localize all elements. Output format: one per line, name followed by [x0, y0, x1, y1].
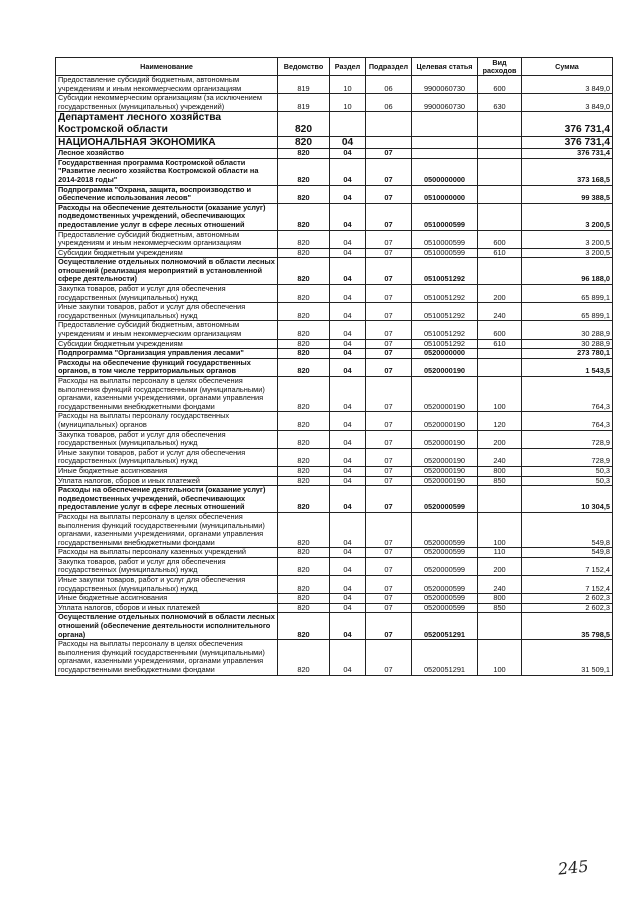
row-expense-type: 100	[478, 640, 522, 675]
row-target-article: 0510051292	[412, 303, 478, 321]
header-name: Наименование	[56, 58, 278, 76]
table-row	[56, 136, 613, 149]
row-sum: 3 200,5	[522, 230, 613, 248]
row-dept: 820	[278, 349, 330, 359]
row-expense-type: 110	[478, 548, 522, 558]
row-expense-type: 800	[478, 594, 522, 604]
row-name: Осуществление отдельных полномочий в области лесных отношений (реализация мероприятий в установленной сфере деятельности)	[56, 258, 278, 285]
row-name: Предоставление субсидий бюджетным, автономным учреждениям и иным некоммерческим организациям	[56, 76, 278, 94]
row-name: Иные закупки товаров, работ и услуг для обеспечения государственных (муниципальных) нужд	[56, 448, 278, 466]
row-expense-type: 120	[478, 412, 522, 430]
row-sum: 376 731,4	[522, 112, 613, 136]
row-dept: 820	[278, 136, 330, 149]
table-row	[56, 557, 613, 575]
row-sum: 10 304,5	[522, 486, 613, 513]
row-dept: 820	[278, 321, 330, 339]
row-sum: 549,8	[522, 548, 613, 558]
row-dept: 819	[278, 94, 330, 112]
row-subsection: 07	[366, 358, 412, 376]
row-section: 04	[330, 230, 366, 248]
row-name: Предоставление субсидий бюджетным, автономным учреждениям и иным некоммерческим организациям	[56, 321, 278, 339]
table-row	[56, 349, 613, 359]
row-expense-type: 600	[478, 321, 522, 339]
row-section: 04	[330, 412, 366, 430]
row-section: 04	[330, 594, 366, 604]
table-row	[56, 594, 613, 604]
row-name: Субсидии бюджетным учреждениям	[56, 248, 278, 258]
row-dept: 820	[278, 576, 330, 594]
table-body	[56, 76, 613, 676]
row-dept: 820	[278, 203, 330, 230]
row-section: 04	[330, 149, 366, 159]
row-subsection: 07	[366, 321, 412, 339]
table-row	[56, 230, 613, 248]
row-expense-type: 200	[478, 430, 522, 448]
budget-table	[55, 57, 613, 676]
row-sum: 3 849,0	[522, 94, 613, 112]
row-section: 04	[330, 339, 366, 349]
row-target-article: 0520000599	[412, 594, 478, 604]
row-name: Расходы на обеспечение деятельности (оказание услуг) подведомственных учреждений, обеспечивающих предоставление услуг в сфере лесных отношений	[56, 203, 278, 230]
row-subsection: 07	[366, 248, 412, 258]
row-dept: 819	[278, 76, 330, 94]
row-target-article: 9900060730	[412, 76, 478, 94]
row-dept: 820	[278, 613, 330, 640]
row-name: Иные закупки товаров, работ и услуг для обеспечения государственных (муниципальных) нужд	[56, 576, 278, 594]
row-sum: 3 849,0	[522, 76, 613, 94]
row-name: Расходы на обеспечение функций государственных органов, в том числе территориальных органов	[56, 358, 278, 376]
row-expense-type	[478, 358, 522, 376]
table-row	[56, 149, 613, 159]
table-row	[56, 258, 613, 285]
row-section: 04	[330, 377, 366, 412]
row-sum: 2 602,3	[522, 603, 613, 613]
table-row	[56, 185, 613, 203]
row-name: Субсидии некоммерческим организациям (за исключением государственных (муниципальных) учреждений)	[56, 94, 278, 112]
row-subsection: 07	[366, 303, 412, 321]
row-dept: 820	[278, 303, 330, 321]
row-name: Иные бюджетные ассигнования	[56, 466, 278, 476]
row-name: Предоставление субсидий бюджетным, автономным учреждениям и иным некоммерческим организациям	[56, 230, 278, 248]
row-section: 04	[330, 136, 366, 149]
table-row	[56, 640, 613, 675]
row-expense-type: 600	[478, 230, 522, 248]
row-name: Подпрограмма "Охрана, защита, воспроизводство и обеспечение использования лесов"	[56, 185, 278, 203]
row-sum: 764,3	[522, 377, 613, 412]
row-dept: 820	[278, 448, 330, 466]
row-dept: 820	[278, 248, 330, 258]
row-expense-type: 240	[478, 576, 522, 594]
table-row	[56, 339, 613, 349]
table-row	[56, 466, 613, 476]
row-dept: 820	[278, 339, 330, 349]
row-section: 04	[330, 512, 366, 547]
row-name: Закупка товаров, работ и услуг для обеспечения государственных (муниципальных) нужд	[56, 285, 278, 303]
row-target-article: 0520000190	[412, 377, 478, 412]
row-name: Лесное хозяйство	[56, 149, 278, 159]
row-expense-type: 800	[478, 466, 522, 476]
row-sum: 549,8	[522, 512, 613, 547]
row-section: 10	[330, 76, 366, 94]
table-row	[56, 76, 613, 94]
row-subsection: 07	[366, 613, 412, 640]
row-sum: 7 152,4	[522, 576, 613, 594]
row-target-article: 0520000190	[412, 476, 478, 486]
row-expense-type: 850	[478, 603, 522, 613]
row-sum: 50,3	[522, 466, 613, 476]
row-target-article: 0520000599	[412, 557, 478, 575]
row-name: Расходы на выплаты персоналу государственных (муниципальных) органов	[56, 412, 278, 430]
row-dept: 820	[278, 158, 330, 185]
row-expense-type	[478, 203, 522, 230]
row-name: Закупка товаров, работ и услуг для обеспечения государственных (муниципальных) нужд	[56, 430, 278, 448]
table-row	[56, 358, 613, 376]
row-target-article: 0520051291	[412, 640, 478, 675]
row-expense-type	[478, 613, 522, 640]
table-row	[56, 285, 613, 303]
row-section: 04	[330, 476, 366, 486]
row-subsection: 07	[366, 548, 412, 558]
row-dept: 820	[278, 149, 330, 159]
table-row	[56, 377, 613, 412]
table-row	[56, 476, 613, 486]
row-target-article: 0520000000	[412, 349, 478, 359]
row-target-article: 0520000599	[412, 486, 478, 513]
row-target-article	[412, 149, 478, 159]
row-section: 04	[330, 557, 366, 575]
row-section: 04	[330, 466, 366, 476]
row-expense-type	[478, 149, 522, 159]
row-subsection	[366, 136, 412, 149]
row-target-article: 0510000599	[412, 203, 478, 230]
row-sum: 3 200,5	[522, 248, 613, 258]
table-row	[56, 94, 613, 112]
row-section: 04	[330, 486, 366, 513]
row-target-article: 0520000599	[412, 512, 478, 547]
row-target-article: 0520000190	[412, 466, 478, 476]
row-expense-type	[478, 185, 522, 203]
row-target-article: 0510051292	[412, 285, 478, 303]
row-name: Уплата налогов, сборов и иных платежей	[56, 476, 278, 486]
row-sum: 7 152,4	[522, 557, 613, 575]
row-sum: 728,9	[522, 430, 613, 448]
row-sum: 50,3	[522, 476, 613, 486]
row-sum: 764,3	[522, 412, 613, 430]
row-sum: 30 288,9	[522, 339, 613, 349]
row-subsection: 07	[366, 203, 412, 230]
row-section	[330, 112, 366, 136]
row-dept: 820	[278, 412, 330, 430]
row-section: 04	[330, 548, 366, 558]
table-row	[56, 512, 613, 547]
row-expense-type	[478, 136, 522, 149]
row-dept: 820	[278, 476, 330, 486]
row-subsection: 07	[366, 185, 412, 203]
header-target-article: Целевая статья	[412, 58, 478, 76]
table-row	[56, 448, 613, 466]
row-section: 04	[330, 603, 366, 613]
row-sum: 273 780,1	[522, 349, 613, 359]
row-subsection: 07	[366, 430, 412, 448]
row-expense-type: 610	[478, 339, 522, 349]
row-sum: 376 731,4	[522, 136, 613, 149]
row-target-article: 0510000599	[412, 230, 478, 248]
row-dept: 820	[278, 430, 330, 448]
row-sum: 96 188,0	[522, 258, 613, 285]
row-name: Расходы на обеспечение деятельности (оказание услуг) подведомственных учреждений, обеспечивающих предоставление услуг в сфере лесных отношений	[56, 486, 278, 513]
row-sum: 1 543,5	[522, 358, 613, 376]
row-subsection: 07	[366, 486, 412, 513]
row-expense-type: 240	[478, 448, 522, 466]
row-section: 04	[330, 185, 366, 203]
row-target-article: 0520000190	[412, 358, 478, 376]
row-name: Уплата налогов, сборов и иных платежей	[56, 603, 278, 613]
row-dept: 820	[278, 548, 330, 558]
table-row	[56, 412, 613, 430]
row-dept: 820	[278, 112, 330, 136]
row-target-article: 0520000190	[412, 412, 478, 430]
table-row	[56, 321, 613, 339]
row-expense-type	[478, 158, 522, 185]
row-expense-type: 850	[478, 476, 522, 486]
row-sum: 65 899,1	[522, 285, 613, 303]
table-row	[56, 576, 613, 594]
row-name: Департамент лесного хозяйства Костромской области	[56, 112, 278, 136]
table-row	[56, 603, 613, 613]
row-name: Государственная программа Костромской области "Развитие лесного хозяйства Костромской области на 2014-2018 годы"	[56, 158, 278, 185]
row-expense-type: 610	[478, 248, 522, 258]
row-section: 04	[330, 613, 366, 640]
row-name: Иные закупки товаров, работ и услуг для обеспечения государственных (муниципальных) нужд	[56, 303, 278, 321]
table-row	[56, 303, 613, 321]
row-name: Расходы на выплаты персоналу в целях обеспечения выполнения функций государственными (муниципальными) органами, казенными учреждениями, органами управления государственными внебюджетными фондами	[56, 377, 278, 412]
table-row	[56, 548, 613, 558]
row-subsection: 07	[366, 512, 412, 547]
row-subsection: 07	[366, 466, 412, 476]
row-section: 04	[330, 203, 366, 230]
row-sum: 30 288,9	[522, 321, 613, 339]
row-target-article	[412, 136, 478, 149]
row-subsection: 07	[366, 377, 412, 412]
row-section: 04	[330, 258, 366, 285]
row-subsection: 07	[366, 149, 412, 159]
row-subsection: 07	[366, 158, 412, 185]
row-subsection	[366, 112, 412, 136]
table-row	[56, 203, 613, 230]
row-target-article: 0510051292	[412, 258, 478, 285]
row-sum: 99 388,5	[522, 185, 613, 203]
header-section: Раздел	[330, 58, 366, 76]
row-section: 04	[330, 285, 366, 303]
row-name: Субсидии бюджетным учреждениям	[56, 339, 278, 349]
row-sum: 35 798,5	[522, 613, 613, 640]
row-expense-type: 240	[478, 303, 522, 321]
row-section: 04	[330, 358, 366, 376]
row-name: НАЦИОНАЛЬНАЯ ЭКОНОМИКА	[56, 136, 278, 149]
table-row	[56, 112, 613, 136]
header-sum: Сумма	[522, 58, 613, 76]
row-expense-type: 630	[478, 94, 522, 112]
row-sum: 728,9	[522, 448, 613, 466]
row-dept: 820	[278, 358, 330, 376]
row-dept: 820	[278, 512, 330, 547]
row-target-article: 0520000599	[412, 548, 478, 558]
row-subsection: 07	[366, 594, 412, 604]
table-row	[56, 486, 613, 513]
row-section: 04	[330, 576, 366, 594]
row-subsection: 07	[366, 258, 412, 285]
row-name: Расходы на выплаты персоналу в целях обеспечения выполнения функций государственными (муниципальными) органами, казенными учреждениями, органами управления государственными внебюджетными фондами	[56, 640, 278, 675]
row-subsection: 07	[366, 640, 412, 675]
row-target-article: 0510051292	[412, 321, 478, 339]
row-sum: 65 899,1	[522, 303, 613, 321]
row-expense-type: 200	[478, 285, 522, 303]
row-dept: 820	[278, 185, 330, 203]
row-section: 04	[330, 430, 366, 448]
row-subsection: 07	[366, 349, 412, 359]
row-name: Иные бюджетные ассигнования	[56, 594, 278, 604]
row-expense-type: 100	[478, 377, 522, 412]
page-number: 245	[557, 856, 590, 879]
row-expense-type: 100	[478, 512, 522, 547]
row-expense-type: 600	[478, 76, 522, 94]
row-dept: 820	[278, 230, 330, 248]
row-name: Расходы на выплаты персоналу казенных учреждений	[56, 548, 278, 558]
row-target-article: 0500000000	[412, 158, 478, 185]
row-subsection: 07	[366, 285, 412, 303]
row-target-article: 0520000599	[412, 576, 478, 594]
row-expense-type	[478, 258, 522, 285]
row-dept: 820	[278, 557, 330, 575]
header-row	[56, 58, 613, 76]
row-subsection: 07	[366, 230, 412, 248]
row-name: Подпрограмма "Организация управления лесами"	[56, 349, 278, 359]
row-section: 04	[330, 448, 366, 466]
row-sum: 31 509,1	[522, 640, 613, 675]
row-dept: 820	[278, 486, 330, 513]
row-expense-type	[478, 349, 522, 359]
table-row	[56, 430, 613, 448]
row-sum: 3 200,5	[522, 203, 613, 230]
row-section: 04	[330, 303, 366, 321]
row-subsection: 07	[366, 448, 412, 466]
table-row	[56, 158, 613, 185]
row-target-article: 0510000599	[412, 248, 478, 258]
row-section: 04	[330, 158, 366, 185]
row-name: Расходы на выплаты персоналу в целях обеспечения выполнения функций государственными (муниципальными) органами, казенными учреждениями, органами управления государственными внебюджетными фондами	[56, 512, 278, 547]
row-subsection: 07	[366, 603, 412, 613]
row-dept: 820	[278, 640, 330, 675]
row-subsection: 07	[366, 476, 412, 486]
row-target-article: 0520000599	[412, 603, 478, 613]
row-target-article	[412, 112, 478, 136]
row-target-article: 0510000000	[412, 185, 478, 203]
row-target-article: 9900060730	[412, 94, 478, 112]
row-section: 04	[330, 349, 366, 359]
row-expense-type	[478, 112, 522, 136]
row-sum: 2 602,3	[522, 594, 613, 604]
row-section: 04	[330, 248, 366, 258]
row-target-article: 0520051291	[412, 613, 478, 640]
row-target-article: 0510051292	[412, 339, 478, 349]
row-name: Осуществление отдельных полномочий в области лесных отношений (обеспечение деятельности исполнительного органа)	[56, 613, 278, 640]
row-subsection: 06	[366, 76, 412, 94]
row-subsection: 07	[366, 557, 412, 575]
row-target-article: 0520000190	[412, 448, 478, 466]
row-sum: 376 731,4	[522, 149, 613, 159]
table-row	[56, 613, 613, 640]
row-dept: 820	[278, 594, 330, 604]
row-section: 10	[330, 94, 366, 112]
row-dept: 820	[278, 258, 330, 285]
row-dept: 820	[278, 377, 330, 412]
row-name: Закупка товаров, работ и услуг для обеспечения государственных (муниципальных) нужд	[56, 557, 278, 575]
row-target-article: 0520000190	[412, 430, 478, 448]
row-sum: 373 168,5	[522, 158, 613, 185]
row-subsection: 07	[366, 412, 412, 430]
row-subsection: 06	[366, 94, 412, 112]
row-subsection: 07	[366, 339, 412, 349]
header-subsection: Подраздел	[366, 58, 412, 76]
table-row	[56, 248, 613, 258]
row-expense-type	[478, 486, 522, 513]
header-dept: Ведомство	[278, 58, 330, 76]
row-dept: 820	[278, 603, 330, 613]
row-dept: 820	[278, 285, 330, 303]
row-subsection: 07	[366, 576, 412, 594]
row-section: 04	[330, 321, 366, 339]
row-expense-type: 200	[478, 557, 522, 575]
row-section: 04	[330, 640, 366, 675]
header-expense-type: Вид расходов	[478, 58, 522, 76]
row-dept: 820	[278, 466, 330, 476]
